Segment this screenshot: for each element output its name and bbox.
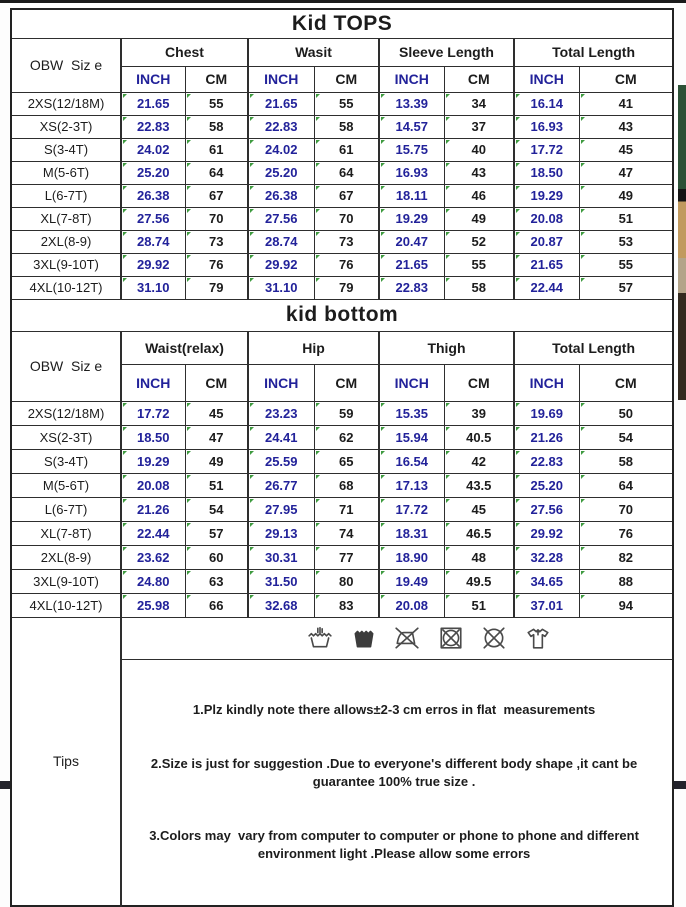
inch-value: 20.08 [379, 593, 444, 617]
size-label: M(5-6T) [11, 161, 121, 184]
unit-header-inch: INCH [514, 66, 579, 92]
do-not-iron-icon [394, 625, 420, 651]
cm-value: 43 [444, 161, 514, 184]
unit-header-cm: CM [185, 364, 248, 401]
group-header-sleeve-length: Sleeve Length [379, 38, 514, 66]
photo-edge-sliver [678, 85, 686, 400]
inch-value: 17.72 [379, 497, 444, 521]
inch-value: 31.10 [121, 276, 185, 299]
tips-line-2: 2.Size is just for suggestion .Due to everyone's different body shape ,it cant be guarantee 100% true size . [150, 756, 641, 790]
top-border-line [0, 0, 686, 3]
inch-value: 23.62 [121, 545, 185, 569]
cm-value: 51 [444, 593, 514, 617]
inch-value: 21.65 [514, 253, 579, 276]
tips-text [121, 659, 673, 906]
group-header-wasit: Wasit [248, 38, 379, 66]
cm-value: 49 [185, 449, 248, 473]
inch-value: 27.95 [248, 497, 314, 521]
inch-value: 34.65 [514, 569, 579, 593]
inch-value: 14.57 [379, 115, 444, 138]
care-icons-cell [121, 617, 673, 659]
size-row [11, 569, 673, 593]
cm-value: 47 [185, 425, 248, 449]
size-row [11, 449, 673, 473]
inch-value: 17.72 [514, 138, 579, 161]
cm-value: 49.5 [444, 569, 514, 593]
size-label: L(6-7T) [11, 497, 121, 521]
inch-value: 20.47 [379, 230, 444, 253]
inch-value: 25.59 [248, 449, 314, 473]
inch-value: 31.50 [248, 569, 314, 593]
cm-value: 83 [314, 593, 379, 617]
size-label: XS(2-3T) [11, 115, 121, 138]
size-row [11, 473, 673, 497]
cm-value: 58 [444, 276, 514, 299]
size-chart-table [10, 8, 674, 907]
cm-value: 60 [185, 545, 248, 569]
cm-value: 80 [314, 569, 379, 593]
unit-header-cm: CM [444, 364, 514, 401]
do-not-tumble-dry-icon [438, 625, 464, 651]
cm-value: 88 [579, 569, 673, 593]
cm-value: 65 [314, 449, 379, 473]
size-column-header-tops: OBW Siz e [11, 38, 121, 92]
unit-header-cm: CM [314, 66, 379, 92]
hand-wash-icon [307, 625, 333, 651]
inch-value: 24.02 [248, 138, 314, 161]
size-row [11, 545, 673, 569]
cm-value: 46 [444, 184, 514, 207]
inch-value: 25.20 [121, 161, 185, 184]
cm-value: 94 [579, 593, 673, 617]
unit-header-inch: INCH [248, 66, 314, 92]
size-row [11, 230, 673, 253]
inch-value: 29.92 [248, 253, 314, 276]
cm-value: 42 [444, 449, 514, 473]
inch-value: 32.68 [248, 593, 314, 617]
size-row [11, 276, 673, 299]
size-row [11, 497, 673, 521]
cm-value: 47 [579, 161, 673, 184]
inch-value: 29.92 [514, 521, 579, 545]
cm-value: 57 [579, 276, 673, 299]
inch-value: 17.13 [379, 473, 444, 497]
inch-value: 15.35 [379, 401, 444, 425]
inch-value: 27.56 [121, 207, 185, 230]
tips-line-1: 1.Plz kindly note there allows±2-3 cm erros in flat measurements [192, 702, 596, 718]
cm-value: 55 [185, 92, 248, 115]
cm-value: 64 [314, 161, 379, 184]
cm-value: 54 [185, 497, 248, 521]
cm-value: 61 [185, 138, 248, 161]
tops-group-header-row [11, 38, 673, 66]
inch-value: 21.65 [121, 92, 185, 115]
inch-value: 22.83 [379, 276, 444, 299]
cm-value: 67 [314, 184, 379, 207]
size-label: 3XL(9-10T) [11, 253, 121, 276]
section-title-tops: Kid TOPS [11, 9, 673, 38]
inch-value: 16.93 [379, 161, 444, 184]
size-row [11, 184, 673, 207]
inch-value: 18.11 [379, 184, 444, 207]
cm-value: 58 [579, 449, 673, 473]
cm-value: 58 [185, 115, 248, 138]
inch-value: 28.74 [248, 230, 314, 253]
inch-value: 26.77 [248, 473, 314, 497]
cm-value: 64 [579, 473, 673, 497]
cm-value: 50 [579, 401, 673, 425]
tops-title-row [11, 9, 673, 38]
inch-value: 21.65 [248, 92, 314, 115]
bottom-group-header-row [11, 331, 673, 364]
inch-value: 22.44 [121, 521, 185, 545]
inch-value: 18.50 [121, 425, 185, 449]
size-row [11, 521, 673, 545]
cm-value: 62 [314, 425, 379, 449]
group-header-thigh: Thigh [379, 331, 514, 364]
size-label: S(3-4T) [11, 138, 121, 161]
unit-header-cm: CM [314, 364, 379, 401]
cm-value: 51 [579, 207, 673, 230]
cm-value: 71 [314, 497, 379, 521]
cm-value: 43 [579, 115, 673, 138]
size-label: 3XL(9-10T) [11, 569, 121, 593]
cm-value: 79 [185, 276, 248, 299]
inch-value: 22.83 [514, 449, 579, 473]
unit-header-inch: INCH [121, 364, 185, 401]
inch-value: 24.80 [121, 569, 185, 593]
group-header-chest: Chest [121, 38, 248, 66]
inch-value: 29.92 [121, 253, 185, 276]
cm-value: 46.5 [444, 521, 514, 545]
cm-value: 59 [314, 401, 379, 425]
cm-value: 67 [185, 184, 248, 207]
inch-value: 19.29 [121, 449, 185, 473]
inch-value: 22.83 [248, 115, 314, 138]
tips-line-3: 3.Colors may vary from computer to computer or phone to phone and different environment light .Please allow some errors [149, 827, 643, 861]
unit-header-inch: INCH [379, 66, 444, 92]
cm-value: 34 [444, 92, 514, 115]
size-label: 2XS(12/18M) [11, 401, 121, 425]
unit-header-cm: CM [185, 66, 248, 92]
size-label: 4XL(10-12T) [11, 593, 121, 617]
unit-header-inch: INCH [248, 364, 314, 401]
group-header-waist-relax: Waist(relax) [121, 331, 248, 364]
inch-value: 22.83 [121, 115, 185, 138]
cm-value: 40 [444, 138, 514, 161]
cm-value: 37 [444, 115, 514, 138]
cm-value: 40.5 [444, 425, 514, 449]
cm-value: 39 [444, 401, 514, 425]
cm-value: 57 [185, 521, 248, 545]
cm-value: 53 [579, 230, 673, 253]
size-label: L(6-7T) [11, 184, 121, 207]
cm-value: 76 [185, 253, 248, 276]
cm-value: 48 [444, 545, 514, 569]
size-row [11, 253, 673, 276]
inch-value: 30.31 [248, 545, 314, 569]
wash-tub-icon [351, 625, 377, 651]
do-not-dry-clean-icon [481, 625, 507, 651]
cm-value: 77 [314, 545, 379, 569]
cm-value: 79 [314, 276, 379, 299]
unit-header-cm: CM [579, 364, 673, 401]
inch-value: 21.65 [379, 253, 444, 276]
size-label: XL(7-8T) [11, 521, 121, 545]
cm-value: 52 [444, 230, 514, 253]
cm-value: 41 [579, 92, 673, 115]
inch-value: 18.90 [379, 545, 444, 569]
inch-value: 16.54 [379, 449, 444, 473]
garment-icon [525, 625, 551, 651]
cm-value: 45 [579, 138, 673, 161]
cm-value: 66 [185, 593, 248, 617]
cm-value: 45 [185, 401, 248, 425]
size-label: M(5-6T) [11, 473, 121, 497]
inch-value: 21.26 [121, 497, 185, 521]
cm-value: 51 [185, 473, 248, 497]
inch-value: 22.44 [514, 276, 579, 299]
cm-value: 54 [579, 425, 673, 449]
size-row [11, 593, 673, 617]
cm-value: 76 [314, 253, 379, 276]
size-row [11, 161, 673, 184]
group-header-total-length-tops: Total Length [514, 38, 673, 66]
section-title-bottom: kid bottom [11, 299, 673, 331]
cm-value: 73 [185, 230, 248, 253]
inch-value: 32.28 [514, 545, 579, 569]
cm-value: 70 [185, 207, 248, 230]
inch-value: 17.72 [121, 401, 185, 425]
size-row [11, 92, 673, 115]
inch-value: 15.75 [379, 138, 444, 161]
inch-value: 27.56 [248, 207, 314, 230]
size-label: 4XL(10-12T) [11, 276, 121, 299]
inch-value: 37.01 [514, 593, 579, 617]
unit-header-inch: INCH [121, 66, 185, 92]
inch-value: 20.08 [121, 473, 185, 497]
inch-value: 28.74 [121, 230, 185, 253]
cm-value: 55 [579, 253, 673, 276]
size-label: 2XS(12/18M) [11, 92, 121, 115]
cm-value: 49 [444, 207, 514, 230]
size-label: 2XL(8-9) [11, 545, 121, 569]
inch-value: 19.29 [514, 184, 579, 207]
cm-value: 55 [444, 253, 514, 276]
cm-value: 73 [314, 230, 379, 253]
cm-value: 45 [444, 497, 514, 521]
unit-header-cm: CM [579, 66, 673, 92]
size-label: XS(2-3T) [11, 425, 121, 449]
inch-value: 29.13 [248, 521, 314, 545]
cm-value: 49 [579, 184, 673, 207]
bottom-title-row [11, 299, 673, 331]
group-header-total-length-bottom: Total Length [514, 331, 673, 364]
cm-value: 43.5 [444, 473, 514, 497]
size-label: S(3-4T) [11, 449, 121, 473]
inch-value: 15.94 [379, 425, 444, 449]
inch-value: 25.20 [248, 161, 314, 184]
unit-header-cm: CM [444, 66, 514, 92]
inch-value: 23.23 [248, 401, 314, 425]
inch-value: 24.02 [121, 138, 185, 161]
inch-value: 20.87 [514, 230, 579, 253]
inch-value: 25.98 [121, 593, 185, 617]
cm-value: 55 [314, 92, 379, 115]
size-row [11, 138, 673, 161]
inch-value: 31.10 [248, 276, 314, 299]
cm-value: 61 [314, 138, 379, 161]
unit-header-inch: INCH [379, 364, 444, 401]
inch-value: 25.20 [514, 473, 579, 497]
cm-value: 63 [185, 569, 248, 593]
inch-value: 27.56 [514, 497, 579, 521]
inch-value: 18.50 [514, 161, 579, 184]
inch-value: 19.29 [379, 207, 444, 230]
size-label: 2XL(8-9) [11, 230, 121, 253]
inch-value: 19.69 [514, 401, 579, 425]
size-row [11, 207, 673, 230]
inch-value: 16.14 [514, 92, 579, 115]
cm-value: 70 [314, 207, 379, 230]
size-row [11, 401, 673, 425]
size-row [11, 115, 673, 138]
inch-value: 16.93 [514, 115, 579, 138]
cm-value: 74 [314, 521, 379, 545]
cm-value: 58 [314, 115, 379, 138]
tips-label: Tips [11, 617, 121, 906]
inch-value: 18.31 [379, 521, 444, 545]
unit-header-inch: INCH [514, 364, 579, 401]
inch-value: 19.49 [379, 569, 444, 593]
inch-value: 26.38 [121, 184, 185, 207]
cm-value: 64 [185, 161, 248, 184]
cm-value: 82 [579, 545, 673, 569]
cm-value: 68 [314, 473, 379, 497]
inch-value: 21.26 [514, 425, 579, 449]
inch-value: 13.39 [379, 92, 444, 115]
inch-value: 24.41 [248, 425, 314, 449]
size-label: XL(7-8T) [11, 207, 121, 230]
inch-value: 26.38 [248, 184, 314, 207]
size-column-header-bottom: OBW Siz e [11, 331, 121, 401]
care-icons-row [11, 617, 673, 659]
cm-value: 70 [579, 497, 673, 521]
cm-value: 76 [579, 521, 673, 545]
group-header-hip: Hip [248, 331, 379, 364]
inch-value: 20.08 [514, 207, 579, 230]
size-row [11, 425, 673, 449]
